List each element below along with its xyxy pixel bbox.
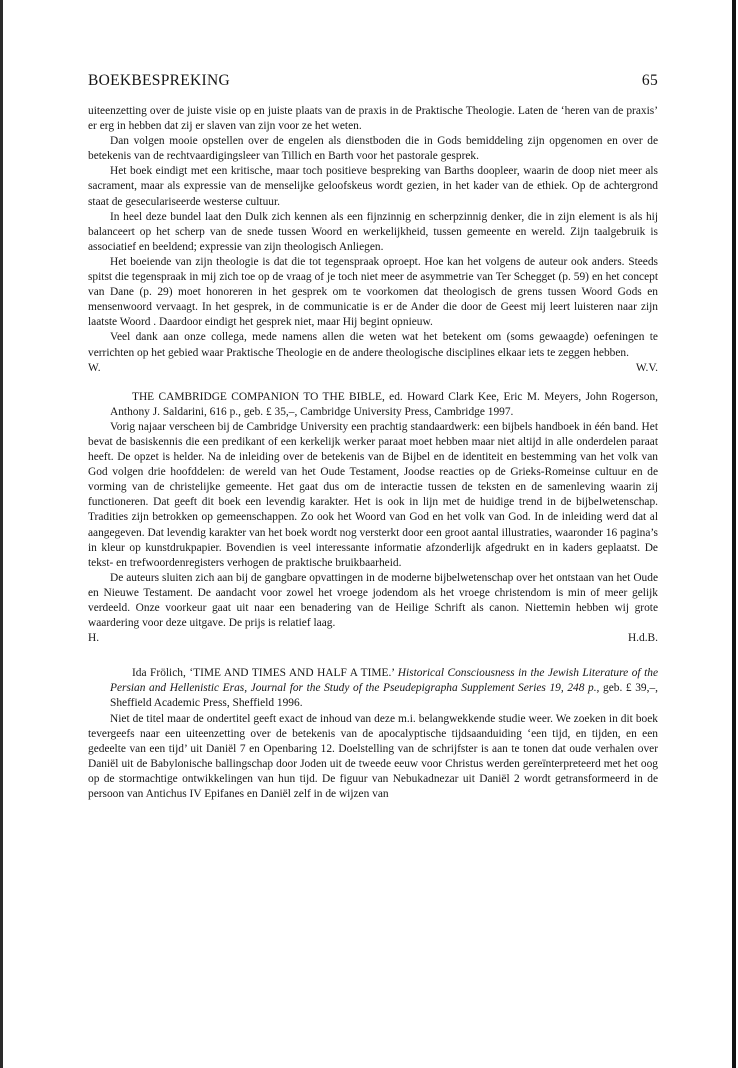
section-divider: [88, 376, 658, 390]
running-head-title: BOEKBESPREKING: [88, 72, 230, 89]
paragraph: uiteenzetting over de juiste visie op en juiste plaats van de praxis in de Praktische Theologie. Laten de ‘heren van de praxis’ er erg in hebben dat zij er slaven van zijn voor ze het weten.: [88, 105, 658, 133]
scan-edge-left: [0, 0, 3, 1068]
citation-publisher: geb. £ 39,–, Sheffield Academic Press, Sheffield 1996.: [110, 682, 658, 710]
section-divider: [88, 646, 658, 666]
reviewer-signature: [88, 631, 658, 646]
review-1: [88, 104, 658, 376]
paragraph: Vorig najaar verscheen bij de Cambridge University een prachtig standaardwerk: een bijbels handboek in één band. Het bevat de basiskennis die een predikant of een kerkelijk werker paraat moet hebben maar niet altijd in alle onderdelen paraat heeft. De opzet is helder. Na de inleiding over de betekenis van de Bijbel en de identiteit en bestemming van het volk van God volgen drie hoofddelen: de wereld van het Oude Testament, Joodse reacties op de Grieks-Romeinse cultuur en de vorming van de christelijke gemeente. Het gaat dus om de interactie tussen de teksten en de samenleving waarin zij functioneren. Dat geeft dit boek een levendig karakter. Het is ook in lijn met de huidige trend in de bijbelwetenschap. Tradities zijn betrokken op gemeenschappen. Zo ook het Woord van God en het volk van God. In de inleiding werd dat al aangegeven. Dat levendig karakter van het boek wordt nog versterkt door een groot aantal illustraties, waaronder 16 pagina’s in kleur op kunstdrukpapier. Bovendien is veel interessante informatie afzonderlijk afgedrukt en in kaders geplaatst. De tekst- en trefwoordenregisters verhogen de praktische bruikbaarheid.: [88, 420, 658, 569]
paragraph: Het boeiende van zijn theologie is dat die tot tegenspraak oproept. Hoe kan het volgens de auteur ook anders. Steeds spitst die tegenspraak in mij zich toe op de vraag of je toch niet meer de asymmetrie van Ter Schegget (p. 59) en het concept van Dane (p. 29) moet honoreren in het gesprek om te voorkomen dat theologisch de grens tussen Woord Gods en mensenwoord vervaagt. In het gesprek, in de communicatie is er de Ander die door de Geest mij leert luisteren naar zijn laatste Woord . Daardoor eindigt het gesprek niet, maar Hij begint opnieuw.: [88, 255, 658, 329]
signature-initial: W.: [88, 361, 101, 374]
reviewer-signature: [88, 361, 658, 376]
page-number: 65: [641, 72, 658, 89]
reviewer-initials: H.d.B.: [627, 632, 658, 645]
reviewer-initials: W.V.: [635, 361, 658, 374]
paragraph: In heel deze bundel laat den Dulk zich kennen als een fijnzinnig en scherpzinnig denker, die in zijn element is als hij balanceert op het scherp van de snede tussen Woord en werkelijkheid, tussen gemeente en wereld. Zijn taalgebruik is associatief en beeldend; expressie van zijn theologisch Anliegen.: [88, 210, 658, 253]
scan-edge-right: [732, 0, 736, 1068]
page-content: [88, 72, 658, 802]
book-citation: THE CAMBRIDGE COMPANION TO THE BIBLE, ed. Howard Clark Kee, Eric M. Meyers, John Rogerson, Anthony J. Saldarini, 616 p., geb. £ 35,–, Cambridge University Press, Cambridge 1997.: [110, 390, 658, 418]
paragraph: De auteurs sluiten zich aan bij de gangbare opvattingen in de moderne bijbelwetenschap over het ontstaan van het Oude en Nieuwe Testament. De aandacht voor zowel het vroege jodendom als het vroege christendom is min of meer gelijk verdeeld. Onze voorkeur gaat uit naar een benadering van de Heilige Schrift als canon. Niettemin hebben wij grote waardering voor deze uitgave. De prijs is relatief laag.: [88, 571, 658, 630]
paragraph: Het boek eindigt met een kritische, maar toch positieve bespreking van Barths doopleer, waarin de doop niet meer als sacrament, maar als expressie van de menselijke geloofskeus wordt gezien, in het kader van de ethiek. Op de achtergrond staat de geseculariseerde westerse cultuur.: [88, 165, 658, 208]
running-header: [88, 72, 658, 90]
paragraph: Veel dank aan onze collega, mede namens allen die weten wat het betekent om (soms gewaagde) oefeningen te verrichten op het gebied waar Praktische Theologie en de andere theologische disciplines elkaar iets te zeggen hebben.: [88, 331, 658, 359]
paragraph: Dan volgen mooie opstellen over de engelen als dienstboden die in Gods bemiddeling zijn opgenomen en over de betekenis van de rechtvaardigingsleer van Tillich en Barth voor het pastorale gesprek.: [88, 135, 658, 163]
citation-author-title: Ida Frölich, ‘TIME AND TIMES AND HALF A TIME.’: [132, 667, 398, 680]
book-citation: [88, 666, 658, 711]
paragraph: Niet de titel maar de ondertitel geeft exact de inhoud van deze m.i. belangwekkende studie weer. We zoeken in dit boek tevergeefs naar een uiteenzetting over de betekenis van de apocalyptische tijdsaanduiding ‘een tijd, en tijden, en een gedeelte van een tijd’ uit Daniël 7 en Openbaring 12. Doelstelling van de schrijfster is aan te tonen dat oude verhalen over Daniël uit de Babylonische ballingschap door Joden uit de tweede eeuw voor Christus werden gereïnterpreteerd met het oog op de stormachtige ontwikkelingen van hun tijd. De figuur van Nebukadnezar uit Daniël 2 wordt getransformeerd in de persoon van Antichus IV Epifanes en Daniël zelf in de wijzen van: [88, 712, 658, 801]
review-2: [88, 390, 658, 647]
citation-subtitle: Historical Consciousness in the Jewish Literature of the Persian and Hellenistic Eras, Journal for the Study of the Pseudepigrapha Supplement Series 19, 248 p.,: [110, 667, 658, 695]
review-3: [88, 666, 658, 802]
signature-initial: H.: [88, 632, 100, 645]
